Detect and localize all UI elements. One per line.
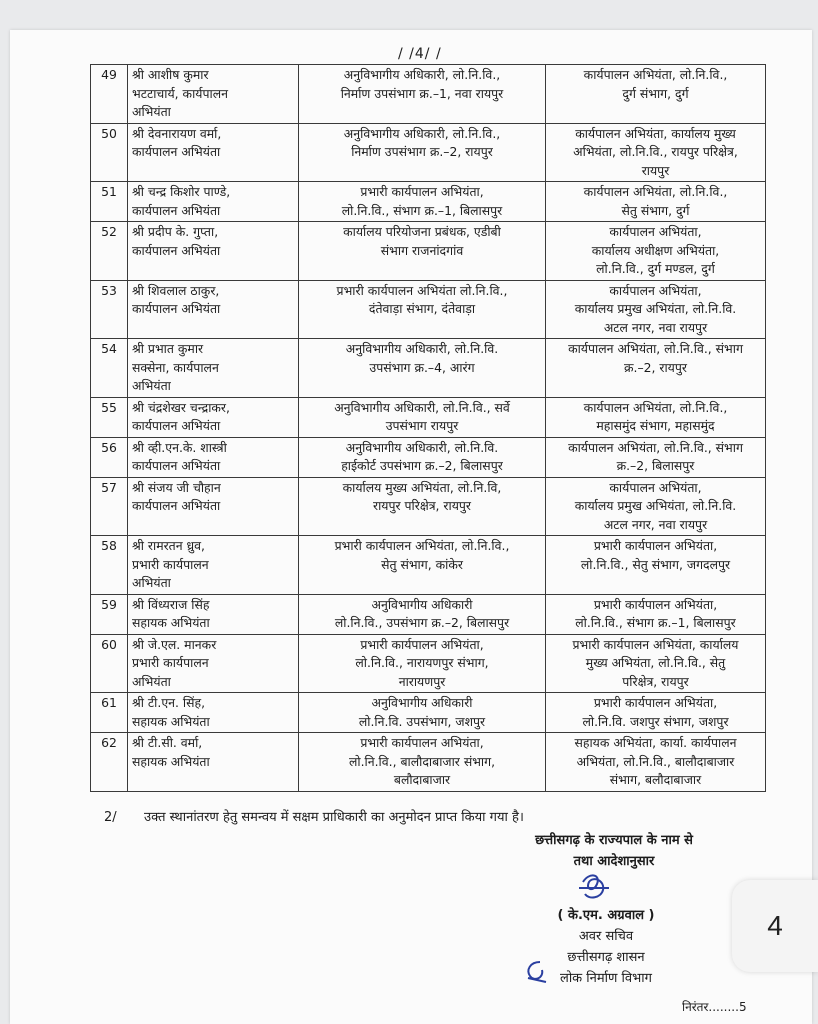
row-number: 58 — [91, 536, 128, 595]
current-posting-cell — [299, 222, 546, 281]
row-number: 62 — [91, 733, 128, 792]
page-marker: / /4/ / — [398, 46, 442, 62]
officer-name-cell-line: श्री शिवलाल ठाकुर, — [132, 282, 220, 298]
table-row — [91, 634, 766, 693]
new-posting-cell-line: कार्यपालन अभियंता, — [609, 224, 702, 239]
current-posting-cell-line: अनुविभागीय अधिकारी, लो.नि.वि., — [343, 67, 501, 82]
current-posting-cell — [299, 65, 546, 124]
current-posting-cell-line: कार्यालय मुख्य अभियंता, लो.नि.वि, — [342, 479, 502, 495]
transfer-table — [90, 64, 766, 792]
table-row — [91, 536, 766, 595]
approval-note — [104, 807, 524, 825]
current-posting-cell-line: अनुविभागीय अधिकारी, लो.नि.वि. — [345, 341, 499, 356]
table-row — [91, 280, 766, 339]
initials-mark — [520, 958, 550, 986]
current-posting-cell-line: अनुविभागीय अधिकारी, लो.नि.वि., सर्वे — [334, 399, 510, 415]
officer-name-cell-line: भटटाचार्य, कार्यपालन — [132, 85, 228, 101]
current-posting-cell-line: बलौदाबाजार — [393, 772, 451, 787]
current-posting-cell-line: संभाग राजनांदगांव — [380, 242, 464, 258]
officer-name-cell — [128, 182, 299, 222]
new-posting-cell-line: सेतु संभाग, दुर्ग — [621, 202, 690, 218]
table-row — [91, 594, 766, 634]
officer-name-cell — [128, 397, 299, 437]
officer-name-cell — [128, 280, 299, 339]
row-number: 53 — [91, 280, 128, 339]
officer-name-cell — [128, 733, 299, 792]
row-number: 50 — [91, 123, 128, 182]
signature-line-1: छत्तीसगढ़ के राज्यपाल के नाम से — [535, 833, 693, 848]
officer-name-cell-line: श्री रामरतन ध्रुव, — [132, 538, 206, 553]
table-row — [91, 65, 766, 124]
current-posting-cell-line: निर्माण उपसंभाग क्र.–2, रायपुर — [351, 144, 493, 159]
officer-name-cell — [128, 634, 299, 693]
new-posting-cell — [546, 634, 766, 693]
new-posting-cell-line: अटल नगर, नवा रायपुर — [603, 319, 708, 335]
table-row — [91, 733, 766, 792]
current-posting-cell-line: लो.नि.वि., उपसंभाग क्र.–2, बिलासपुर — [334, 615, 510, 630]
new-posting-cell-line: रायपुर — [641, 162, 670, 178]
new-posting-cell — [546, 182, 766, 222]
current-posting-cell — [299, 182, 546, 222]
officer-name-cell — [128, 339, 299, 398]
new-posting-cell-line: कार्यपालन अभियंता, — [609, 479, 702, 495]
current-posting-cell — [299, 693, 546, 733]
officer-name-cell-line: श्री चंद्रशेखर चन्द्राकर, — [132, 399, 230, 415]
current-posting-cell-line: अनुविभागीय अधिकारी, लो.नि.वि., — [343, 125, 501, 141]
row-number: 55 — [91, 397, 128, 437]
current-posting-cell-line: अनुविभागीय अधिकारी, लो.नि.वि. — [345, 439, 499, 455]
new-posting-cell-line: क्र.–2, बिलासपुर — [616, 458, 695, 473]
new-posting-cell — [546, 65, 766, 124]
officer-name-cell-line: कार्यपालन अभियंता — [132, 301, 221, 316]
current-posting-cell — [299, 733, 546, 792]
officer-name-cell-line: सहायक अभियंता — [132, 615, 210, 630]
current-posting-cell-line: दंतेवाड़ा संभाग, दंतेवाड़ा — [368, 301, 476, 316]
new-posting-cell-line: सहायक अभियंता, कार्या. कार्यपालन — [574, 735, 737, 750]
officer-name-cell — [128, 594, 299, 634]
signature-header — [480, 830, 748, 872]
table-row — [91, 339, 766, 398]
row-number: 59 — [91, 594, 128, 634]
table-row — [91, 123, 766, 182]
new-posting-cell — [546, 693, 766, 733]
current-posting-cell-line: लो.नि.वि., संभाग क्र.–1, बिलासपुर — [341, 202, 503, 218]
new-posting-cell-line: लो.नि.वि. जशपुर संभाग, जशपुर — [582, 713, 729, 729]
current-posting-cell — [299, 339, 546, 398]
officer-name-cell-line: श्री विंध्यराज सिंह — [132, 596, 210, 612]
table-row — [91, 222, 766, 281]
officer-name-cell-line: श्री आशीष कुमार — [132, 67, 209, 82]
officer-name-cell-line: कार्यपालन अभियंता — [132, 144, 221, 159]
officer-name-cell-line: श्री टी.एन. सिंह, — [132, 695, 206, 710]
current-posting-cell-line: प्रभारी कार्यपालन अभियंता, — [360, 735, 484, 750]
officer-name-cell-line: श्री व्ही.एन.के. शास्त्री — [132, 439, 227, 455]
current-posting-cell — [299, 477, 546, 536]
current-posting-cell — [299, 594, 546, 634]
officer-name-cell — [128, 123, 299, 182]
officer-name-cell-line: सक्सेना, कार्यपालन — [132, 359, 219, 375]
officer-name-cell-line: अभियंता — [132, 673, 171, 689]
current-posting-cell — [299, 634, 546, 693]
new-posting-cell-line: कार्यालय प्रमुख अभियंता, लो.नि.वि. — [574, 498, 737, 513]
current-posting-cell-line: प्रभारी कार्यपालन अभियंता लो.नि.वि., — [336, 282, 508, 298]
current-posting-cell-line: उपसंभाग क्र.–4, आरंग — [369, 359, 475, 375]
current-posting-cell-line: कार्यालय परियोजना प्रबंधक, एडीबी — [343, 224, 501, 239]
new-posting-cell — [546, 536, 766, 595]
new-posting-cell-line: कार्यपालन अभियंता, लो.नि.वि., संभाग — [568, 439, 743, 455]
current-posting-cell-line: लो.नि.वि., नारायणपुर संभाग, — [355, 655, 489, 670]
new-posting-cell-line: दुर्ग संभाग, दुर्ग — [622, 85, 689, 101]
row-number: 57 — [91, 477, 128, 536]
officer-name-cell-line: प्रभारी कार्यपालन — [132, 655, 209, 670]
new-posting-cell-line: परिक्षेत्र, रायपुर — [622, 673, 689, 689]
new-posting-cell — [546, 477, 766, 536]
officer-name-cell-line: सहायक अभियंता — [132, 753, 210, 769]
row-number: 52 — [91, 222, 128, 281]
officer-name-cell-line: प्रभारी कार्यपालन — [132, 556, 209, 572]
officer-name-cell-line: कार्यपालन अभियंता — [132, 498, 221, 513]
new-posting-cell-line: प्रभारी कार्यपालन अभियंता, — [593, 596, 718, 612]
new-posting-cell — [546, 123, 766, 182]
current-posting-cell-line: प्रभारी कार्यपालन अभियंता, लो.नि.वि., — [334, 538, 510, 553]
row-number: 61 — [91, 693, 128, 733]
new-posting-cell-line: अभियंता, लो.नि.वि., रायपुर परिक्षेत्र, — [573, 144, 738, 159]
officer-name-cell-line: श्री प्रभात कुमार — [132, 341, 204, 356]
row-number: 60 — [91, 634, 128, 693]
new-posting-cell-line: अटल नगर, नवा रायपुर — [603, 516, 708, 532]
officer-department: लोक निर्माण विभाग — [560, 971, 652, 986]
officer-name-cell — [128, 222, 299, 281]
row-number: 51 — [91, 182, 128, 222]
new-posting-cell-line: कार्यपालन अभियंता, लो.नि.वि., संभाग — [568, 341, 743, 356]
current-posting-cell — [299, 536, 546, 595]
signature-line-2: तथा आदेशानुसार — [573, 854, 655, 869]
officer-name-cell-line: कार्यपालन अभियंता — [132, 458, 221, 473]
table-row — [91, 182, 766, 222]
new-posting-cell-line: प्रभारी कार्यपालन अभियंता, — [593, 538, 718, 553]
officer-block — [536, 905, 676, 989]
new-posting-cell — [546, 339, 766, 398]
current-posting-cell-line: निर्माण उपसंभाग क्र.–1, नवा रायपुर — [340, 85, 504, 101]
officer-name-cell — [128, 536, 299, 595]
current-posting-cell-line: लो.नि.वि., बालौदाबाजार संभाग, — [348, 753, 496, 769]
page-number-badge[interactable]: 4 — [732, 880, 818, 972]
row-number: 56 — [91, 437, 128, 477]
new-posting-cell-line: क्र.–2, रायपुर — [624, 359, 687, 375]
officer-name-cell-line: श्री चन्द्र किशोर पाण्डे, — [132, 184, 231, 199]
officer-name-cell — [128, 65, 299, 124]
new-posting-cell-line: कार्यपालन अभियंता, लो.नि.वि., — [583, 67, 728, 82]
table-row — [91, 477, 766, 536]
officer-government: छत्तीसगढ़ शासन — [567, 950, 645, 965]
continued-marker: निरंतर........5 — [682, 1000, 747, 1014]
current-posting-cell-line: सेतु संभाग, कांकेर — [381, 556, 463, 572]
current-posting-cell — [299, 397, 546, 437]
current-posting-cell-line: प्रभारी कार्यपालन अभियंता, — [360, 184, 484, 199]
new-posting-cell-line: संभाग, बलौदाबाजार — [609, 772, 702, 787]
note-index: 2/ — [104, 810, 117, 825]
officer-name-cell-line: अभियंता — [132, 378, 171, 393]
new-posting-cell-line: कार्यालय अधीक्षण अभियंता, — [591, 242, 720, 258]
new-posting-cell-line: कार्यपालन अभियंता, लो.नि.वि., — [583, 184, 728, 199]
new-posting-cell-line: कार्यपालन अभियंता, लो.नि.वि., — [583, 399, 728, 415]
current-posting-cell — [299, 123, 546, 182]
officer-name-cell — [128, 437, 299, 477]
officer-name-cell-line: कार्यपालन अभियंता — [132, 418, 221, 433]
table-row — [91, 437, 766, 477]
new-posting-cell — [546, 222, 766, 281]
new-posting-cell — [546, 437, 766, 477]
officer-name-cell-line: श्री संजय जी चौहान — [132, 479, 221, 495]
officer-name-cell-line: श्री टी.सी. वर्मा, — [132, 735, 203, 750]
officer-name-cell-line: कार्यपालन अभियंता — [132, 202, 221, 218]
new-posting-cell — [546, 733, 766, 792]
current-posting-cell-line: नारायणपुर — [398, 673, 446, 689]
officer-name-cell-line: सहायक अभियंता — [132, 713, 210, 729]
new-posting-cell-line: लो.नि.वि., संभाग क्र.–1, बिलासपुर — [575, 615, 736, 630]
officer-designation: अवर सचिव — [578, 929, 634, 944]
new-posting-cell-line: लो.नि.वि., सेतु संभाग, जगदलपुर — [580, 556, 731, 572]
current-posting-cell-line: अनुविभागीय अधिकारी — [371, 596, 473, 612]
officer-name-cell-line: श्री देवनारायण वर्मा, — [132, 125, 222, 141]
row-number: 54 — [91, 339, 128, 398]
note-text: उक्त स्थानांतरण हेतु समन्वय में सक्षम प्राधिकारी का अनुमोदन प्राप्त किया गया है। — [144, 810, 524, 825]
transfer-table-body — [91, 65, 766, 792]
new-posting-cell-line: लो.नि.वि., दुर्ग मण्डल, दुर्ग — [596, 261, 715, 276]
officer-name: ( के.एम. अग्रवाल ) — [557, 908, 655, 923]
new-posting-cell-line: कार्यालय प्रमुख अभियंता, लो.नि.वि. — [574, 301, 737, 316]
current-posting-cell-line: रायपुर परिक्षेत्र, रायपुर — [373, 498, 471, 513]
new-posting-cell — [546, 397, 766, 437]
officer-name-cell-line: श्री प्रदीप के. गुप्ता, — [132, 224, 219, 239]
current-posting-cell-line: हाईकोर्ट उपसंभाग क्र.–2, बिलासपुर — [341, 458, 503, 473]
new-posting-cell-line: अभियंता, लो.नि.वि., बालौदाबाजार — [576, 753, 735, 769]
officer-name-cell-line: श्री जे.एल. मानकर — [132, 636, 217, 652]
current-posting-cell-line: उपसंभाग रायपुर — [385, 418, 459, 433]
table-row — [91, 397, 766, 437]
current-posting-cell — [299, 280, 546, 339]
current-posting-cell-line: लो.नि.वि. उपसंभाग, जशपुर — [358, 713, 486, 729]
handwritten-signature — [575, 868, 615, 908]
table-row — [91, 693, 766, 733]
new-posting-cell-line: कार्यपालन अभियंता, कार्यालय मुख्य — [575, 125, 736, 141]
new-posting-cell — [546, 280, 766, 339]
new-posting-cell-line: मुख्य अभियंता, लो.नि.वि., सेतु — [585, 655, 726, 670]
current-posting-cell-line: प्रभारी कार्यपालन अभियंता, — [360, 636, 484, 652]
current-posting-cell-line: अनुविभागीय अधिकारी — [371, 695, 473, 710]
new-posting-cell-line: महासमुंद संभाग, महासमुंद — [596, 418, 715, 433]
new-posting-cell-line: प्रभारी कार्यपालन अभियंता, — [593, 695, 718, 710]
new-posting-cell-line: कार्यपालन अभियंता, — [609, 282, 702, 298]
current-posting-cell — [299, 437, 546, 477]
officer-name-cell-line: अभियंता — [132, 104, 171, 119]
officer-name-cell-line: कार्यपालन अभियंता — [132, 242, 221, 258]
officer-name-cell — [128, 477, 299, 536]
officer-name-cell-line: अभियंता — [132, 575, 171, 590]
new-posting-cell-line: प्रभारी कार्यपालन अभियंता, कार्यालय — [572, 636, 739, 652]
row-number: 49 — [91, 65, 128, 124]
new-posting-cell — [546, 594, 766, 634]
officer-name-cell — [128, 693, 299, 733]
